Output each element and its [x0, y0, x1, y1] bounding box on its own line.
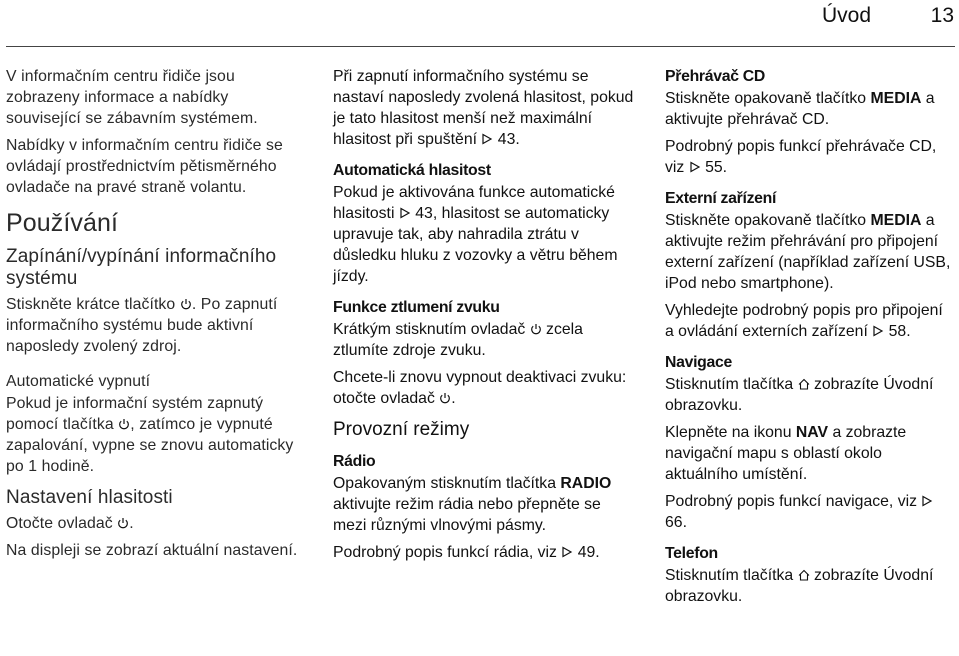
unmute-text-a: Chcete-li znovu vypnout deaktivaci zvuku: otočte ovladač	[333, 369, 627, 407]
volume-paragraph	[6, 513, 306, 534]
auto-off-text-a: Pokud je informační systém zapnutý pomocí tlačítka	[6, 395, 264, 433]
radio-paragraph	[333, 473, 638, 536]
nav-icon-label: NAV	[795, 424, 829, 441]
external-ref-text: Vyhledejte podrobný popis pro připojení a ovládání externích zařízení	[665, 302, 943, 340]
page-header	[0, 0, 959, 48]
heading-onoff: Zapínání/vypínání informačního systému	[6, 246, 277, 289]
page-reference-icon	[481, 133, 493, 145]
navigation-text-b: zobrazíte Úvodní obrazovku.	[665, 376, 934, 414]
power-icon	[117, 517, 129, 529]
heading-volume: Nastavení hlasitosti	[6, 487, 173, 508]
auto-off-text-b: , zatímco je vypnuté zapalování, vypne se znovu automaticky po 1 hodině.	[6, 416, 294, 475]
external-text-b: a aktivujte režim přehrávání pro připojení externí zařízení (například zařízení USB, iPod nebo smartphone).	[665, 212, 951, 292]
media-button-label: MEDIA	[870, 90, 922, 107]
auto-off-paragraph	[6, 393, 306, 477]
heading-phone: Telefon	[665, 545, 718, 562]
power-icon	[439, 392, 451, 404]
page-reference: 49.	[577, 544, 600, 561]
column-3	[665, 66, 955, 613]
power-icon	[530, 323, 542, 335]
navigation-map-text-a: Klepněte na ikonu	[665, 424, 792, 441]
heading-navigation: Navigace	[665, 354, 732, 371]
phone-text-a: Stisknutím tlačítka	[665, 567, 794, 584]
radio-text-a: Opakovaným stisknutím tlačítka	[333, 475, 556, 492]
page-reference: 66.	[665, 514, 687, 531]
heading-mute: Funkce ztlumení zvuku	[333, 299, 500, 316]
heading-auto-off: Automatické vypnutí	[6, 373, 151, 390]
external-paragraph	[665, 210, 955, 294]
page-reference-icon	[872, 325, 884, 337]
navigation-text-a: Stisknutím tlačítka	[665, 376, 794, 393]
column-2	[333, 66, 638, 569]
cd-text-b: a aktivujte přehrávač CD.	[665, 90, 935, 128]
heading-operating-modes: Provozní režimy	[333, 419, 470, 440]
intro-paragraph: V informačním centru řidiče jsou zobrazeny informace a nabídky související se zábavním systémem.	[6, 68, 258, 127]
cd-reference-paragraph	[665, 136, 955, 178]
unmute-paragraph	[333, 367, 638, 409]
page-reference-icon	[399, 207, 411, 219]
volume-text-a: Otočte ovladač	[6, 515, 113, 532]
heading-usage: Používání	[6, 209, 119, 237]
home-icon	[798, 569, 810, 581]
page-reference: 43,	[415, 205, 438, 222]
auto-volume-paragraph	[333, 182, 638, 287]
cd-text-a: Stiskněte opakovaně tlačítko	[665, 90, 867, 107]
radio-reference-paragraph	[333, 542, 638, 563]
navigation-map-paragraph	[665, 422, 955, 485]
heading-radio: Rádio	[333, 453, 376, 470]
heading-cd-player: Přehrávač CD	[665, 68, 766, 85]
volume-paragraph-2: Na displeji se zobrazí aktuální nastavení.	[6, 542, 298, 559]
cd-paragraph	[665, 88, 955, 130]
navigation-reference-paragraph	[665, 491, 955, 533]
page-reference-icon	[921, 495, 933, 507]
cd-ref-text: Podrobný popis funkcí přehrávače CD, viz	[665, 138, 937, 176]
navigation-home-paragraph	[665, 374, 955, 416]
page-reference-icon	[689, 161, 701, 173]
page-reference: 43.	[497, 131, 520, 148]
auto-volume-text-a: Pokud je aktivována funkce automatické hlasitosti	[333, 184, 615, 222]
radio-button-label: RADIO	[560, 475, 612, 492]
heading-auto-volume: Automatická hlasitost	[333, 162, 491, 179]
heading-external-devices: Externí zařízení	[665, 190, 777, 207]
page-number: 13	[930, 4, 954, 27]
onoff-paragraph	[6, 294, 306, 357]
mute-text-b: zcela ztlumíte zdroje zvuku.	[333, 321, 583, 359]
home-icon	[798, 378, 810, 390]
media-button-label: MEDIA	[870, 212, 922, 229]
mute-paragraph	[333, 319, 638, 361]
unmute-text-b: .	[451, 390, 456, 407]
navigation-map-text-b: a zobrazte navigační mapu s oblastí okolo aktuálního umístění.	[665, 424, 907, 483]
page-reference: 55.	[705, 159, 728, 176]
volume-text-b: .	[129, 515, 134, 532]
mute-text-a: Krátkým stisknutím ovladač	[333, 321, 526, 338]
page-reference: 58.	[888, 323, 911, 340]
onoff-text-b: . Po zapnutí informačního systému bude aktivní naposledy zvolený zdroj.	[6, 296, 278, 355]
navigation-ref-text: Podrobný popis funkcí navigace, viz	[665, 493, 918, 510]
page-reference-icon	[561, 546, 573, 558]
radio-text-b: aktivujte režim rádia nebo přepněte se mezi různými vlnovými pásmy.	[333, 496, 601, 534]
external-reference-paragraph	[665, 300, 955, 342]
header-divider	[6, 46, 955, 47]
power-icon	[118, 418, 130, 430]
intro-paragraph-2: Nabídky v informačním centru řidiče se ovládají prostřednictvím pětisměrného ovladače na pravé straně volantu.	[6, 137, 283, 196]
external-text-a: Stiskněte opakovaně tlačítko	[665, 212, 867, 229]
power-icon	[180, 298, 192, 310]
radio-ref-text: Podrobný popis funkcí rádia, viz	[333, 544, 557, 561]
startup-volume-text: Při zapnutí informačního systému se nastaví naposledy zvolená hlasitost, pokud je tato hlasitost menší než maximální hlasitost při spuštění	[333, 68, 634, 148]
startup-volume-paragraph	[333, 66, 638, 150]
auto-volume-text-b: hlasitost se automaticky upravuje tak, aby nahradila ztrátu v důsledku hluku z vozovky a větru během jízdy.	[333, 205, 618, 285]
phone-paragraph	[665, 565, 955, 607]
phone-text-b: zobrazíte Úvodní obrazovku.	[665, 567, 934, 605]
onoff-text-a: Stiskněte krátce tlačítko	[6, 296, 176, 313]
column-1	[6, 66, 306, 567]
section-title: Úvod	[821, 4, 871, 27]
